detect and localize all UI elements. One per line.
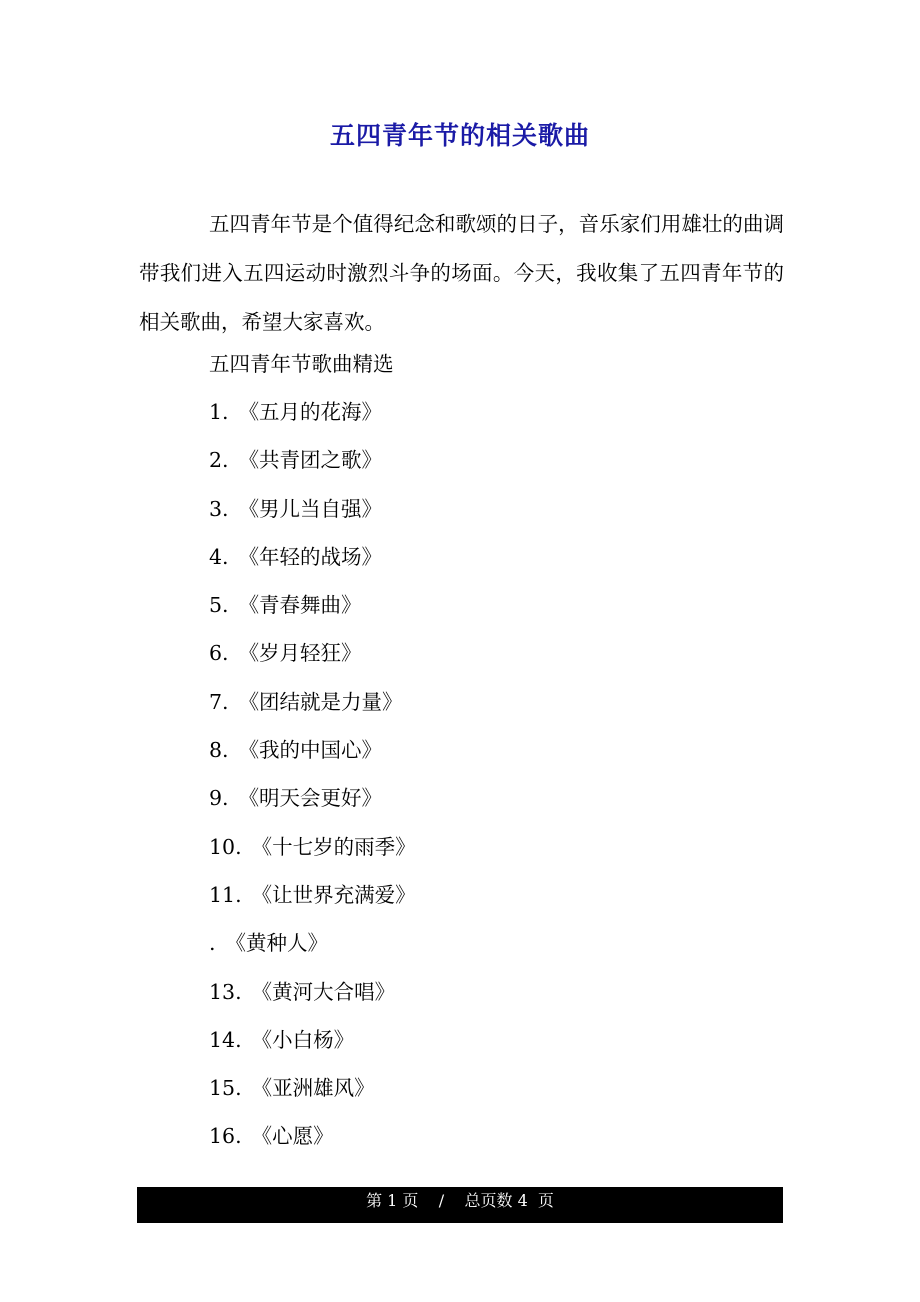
song-number: 16. xyxy=(209,1124,242,1149)
song-number: 8. xyxy=(209,738,229,763)
song-number: 13. xyxy=(209,979,242,1004)
song-number: 10. xyxy=(209,834,242,859)
song-number: 3. xyxy=(209,496,229,521)
song-number: 14. xyxy=(209,1027,242,1052)
song-number: 15. xyxy=(209,1076,242,1101)
song-number: 7. xyxy=(209,689,229,714)
song-number: 6. xyxy=(209,641,229,666)
song-title: 《亚洲雄风》 xyxy=(251,1076,375,1101)
list-item xyxy=(209,824,416,872)
song-title: 《共青团之歌》 xyxy=(238,448,383,473)
list-item xyxy=(209,582,416,630)
song-title: 《男儿当自强》 xyxy=(238,496,383,521)
song-title: 《五月的花海》 xyxy=(238,400,383,424)
song-number: 2. xyxy=(209,448,229,473)
page-number-text: 第 1 页 / 总页数 4 页 xyxy=(366,1191,554,1210)
list-item xyxy=(209,1113,416,1161)
list-item xyxy=(209,1065,416,1113)
list-item xyxy=(209,486,416,534)
song-number: 11. xyxy=(209,882,242,907)
list-item xyxy=(209,437,416,485)
list-item xyxy=(209,679,416,727)
song-title: 《黄河大合唱》 xyxy=(251,979,396,1004)
song-title: 《黄种人》 xyxy=(225,931,329,956)
list-item xyxy=(209,630,416,678)
song-list xyxy=(209,389,416,1162)
list-item xyxy=(209,534,416,582)
song-title: 《小白杨》 xyxy=(251,1027,355,1052)
song-number: 5. xyxy=(209,593,229,618)
list-item xyxy=(209,969,416,1017)
song-title: 《心愿》 xyxy=(251,1124,334,1149)
song-title: 《岁月轻狂》 xyxy=(238,641,362,666)
song-number: 4. xyxy=(209,544,229,569)
song-number: . xyxy=(209,931,216,956)
page-footer xyxy=(137,1187,783,1223)
song-number: 9. xyxy=(209,786,229,811)
song-number: 1. xyxy=(209,400,229,424)
list-item xyxy=(209,1017,416,1065)
list-item xyxy=(209,775,416,823)
song-title: 《明天会更好》 xyxy=(238,786,383,811)
song-title: 《我的中国心》 xyxy=(238,738,383,763)
list-item xyxy=(209,920,416,968)
song-title: 《让世界充满爱》 xyxy=(251,882,416,907)
song-title: 《青春舞曲》 xyxy=(238,593,362,618)
section-heading: 五四青年节歌曲精选 xyxy=(209,352,394,376)
page-title: 五四青年节的相关歌曲 xyxy=(329,121,590,150)
list-item xyxy=(209,872,416,920)
song-title: 《十七岁的雨季》 xyxy=(251,834,416,859)
list-item xyxy=(209,389,416,437)
intro-paragraph: 五四青年节是个值得纪念和歌颂的日子，音乐家们用雄壮的曲调带我们进入五四运动时激烈斗争的场面。今天，我收集了五四青年节的相关歌曲，希望大家喜欢。 xyxy=(139,212,784,334)
list-item xyxy=(209,727,416,775)
song-title: 《年轻的战场》 xyxy=(238,544,383,569)
song-title: 《团结就是力量》 xyxy=(238,689,403,714)
